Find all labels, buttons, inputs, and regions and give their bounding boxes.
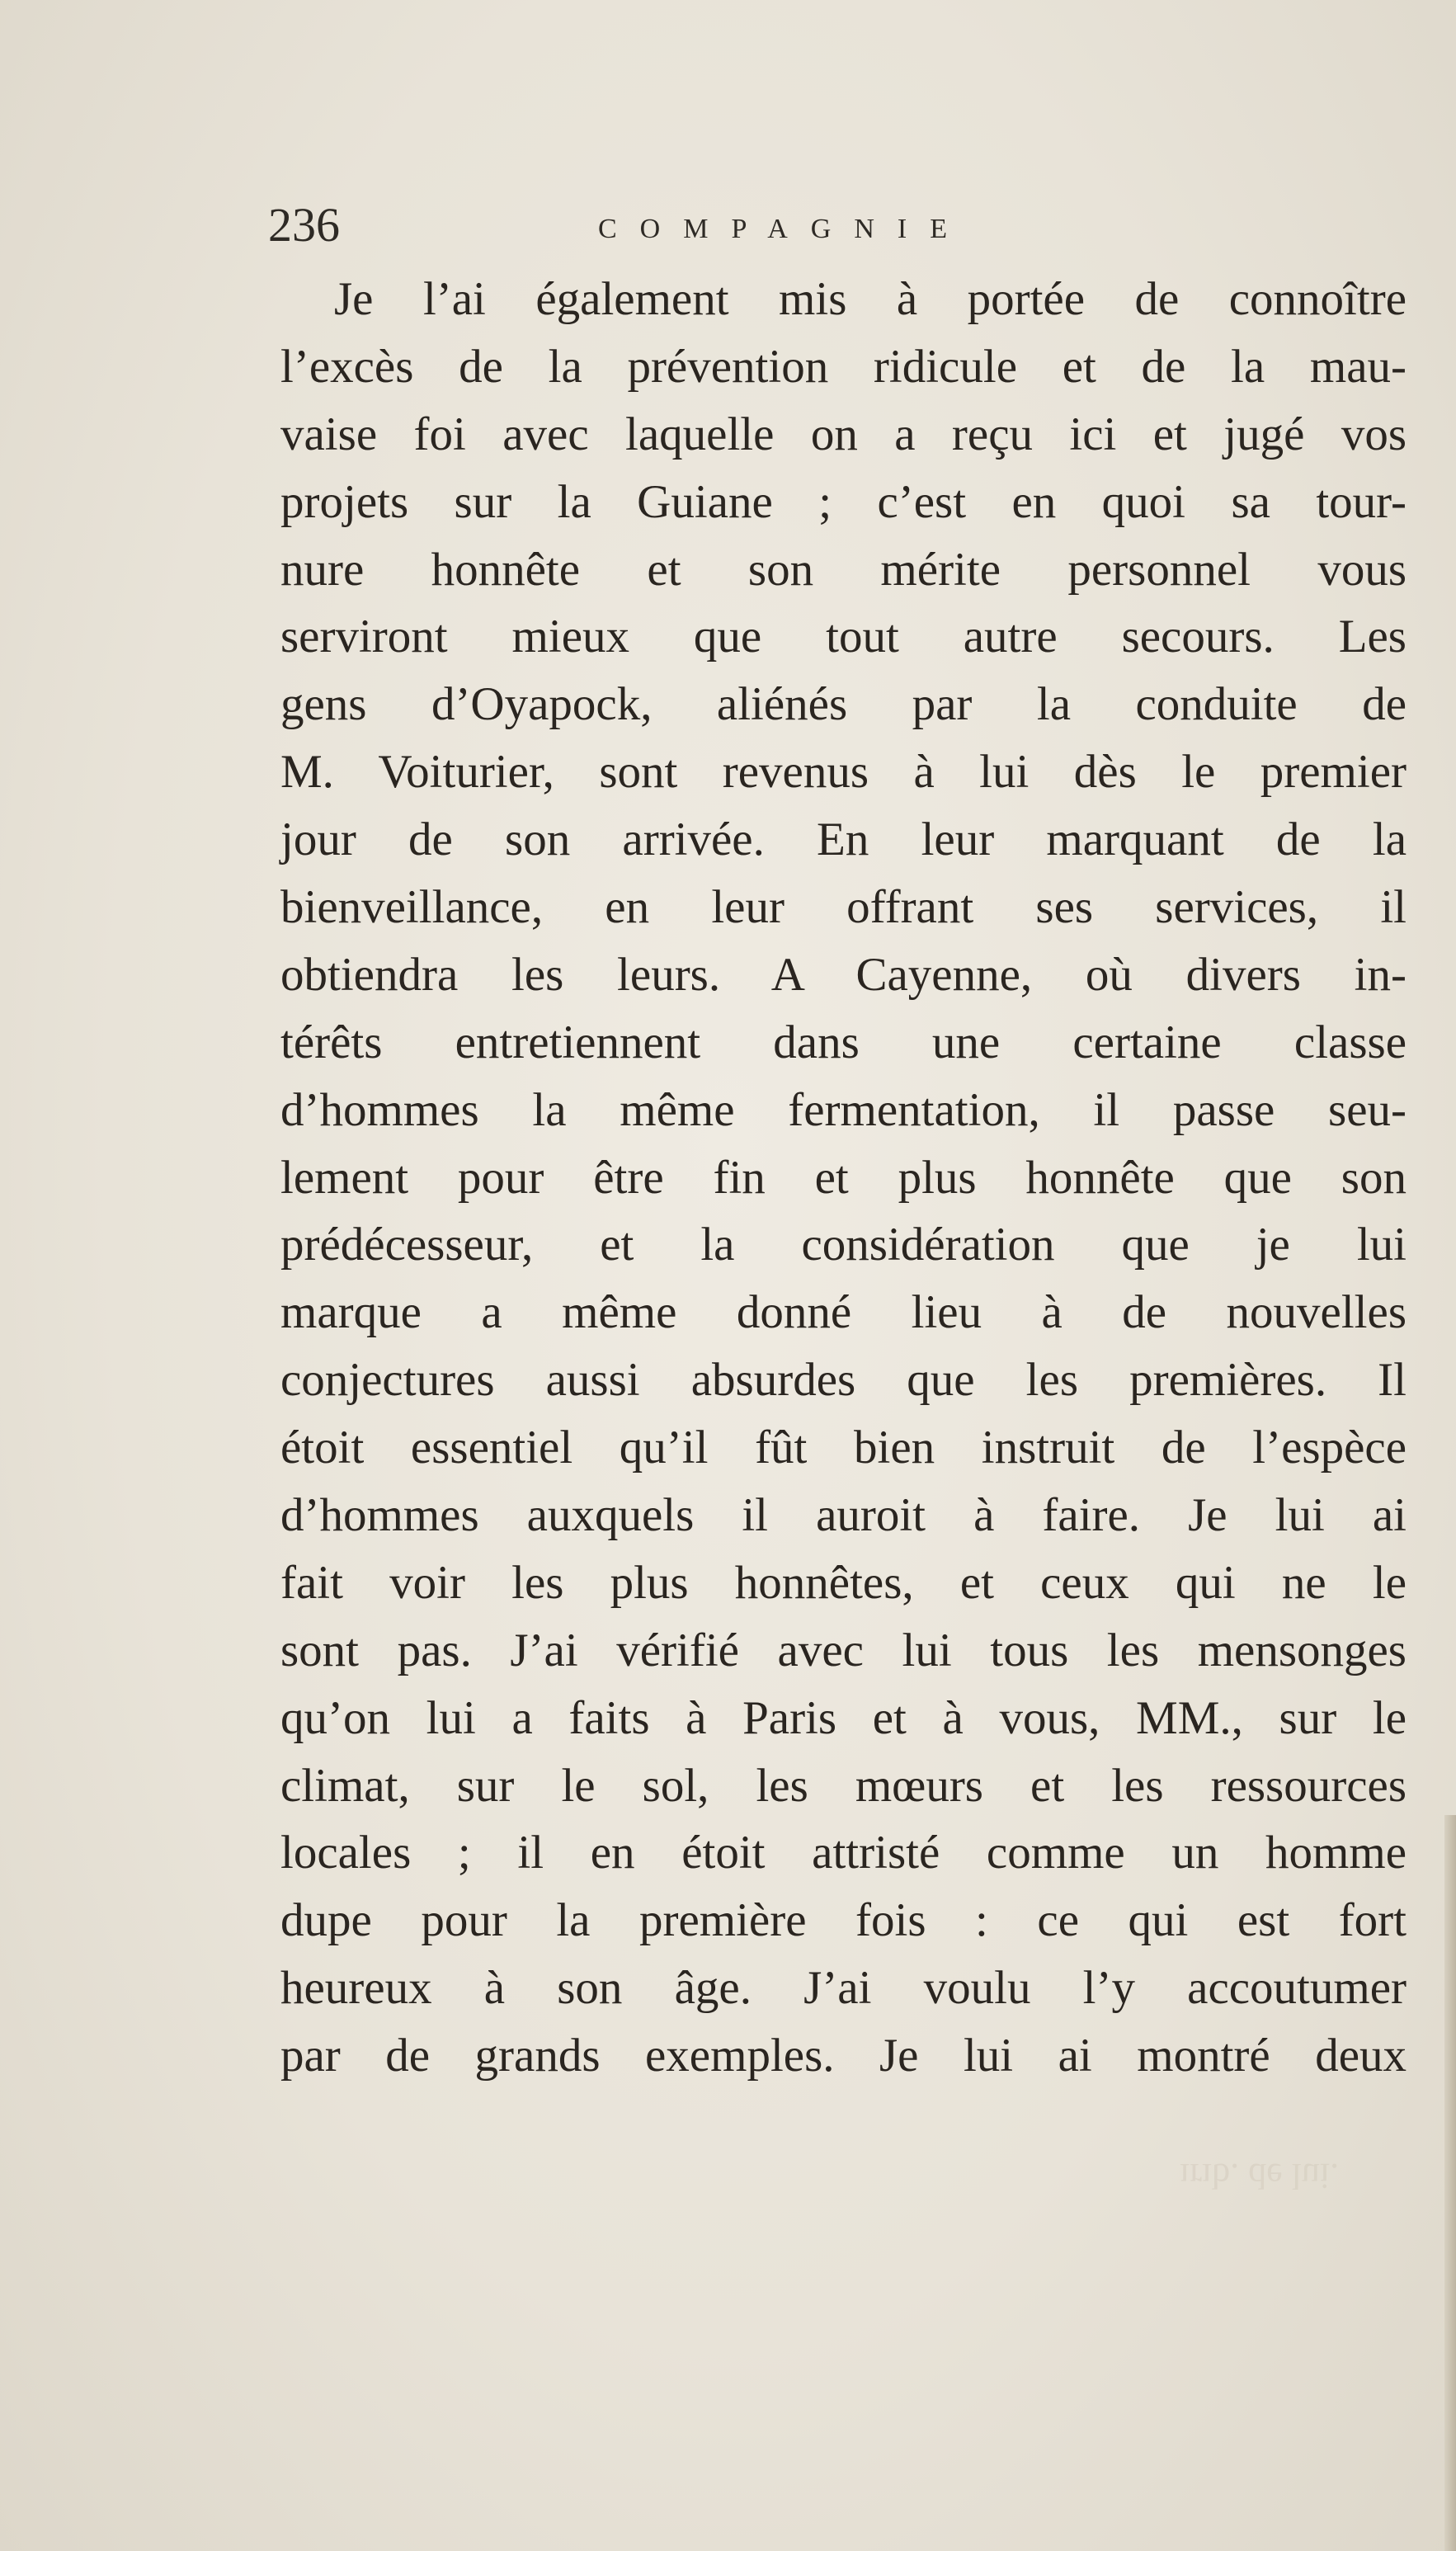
body-text — [280, 266, 1407, 2090]
text-line: d’hommes la même fermentation, il passe seu- — [280, 1083, 1407, 1136]
text-line: prédécesseur, et la considération que je lui — [280, 1219, 1407, 1271]
text-line: lement pour être fin et plus honnête que son — [280, 1151, 1407, 1204]
text-line: l’excès de la prévention ridicule et de la mau- — [280, 340, 1407, 393]
text-line: climat, sur le sol, les mœurs et les ressources — [280, 1759, 1407, 1812]
text-line: Je l’ai également mis à portée de connoître — [334, 273, 1407, 325]
text-line: fait voir les plus honnêtes, et ceux qui ne le — [280, 1556, 1407, 1609]
bleed-through-text: ırıb. de lui. — [1180, 2156, 1340, 2196]
text-line: vaise foi avec laquelle on a reçu ici et jugé vos — [280, 408, 1407, 460]
text-line: par de grands exemples. Je lui ai montré deux — [280, 2030, 1407, 2082]
running-head: COMPAGNIE — [598, 214, 971, 244]
text-line: marque a même donné lieu à de nouvelles — [280, 1286, 1407, 1339]
page-header — [268, 196, 1440, 262]
text-line: nure honnête et son mérite personnel vous — [280, 543, 1407, 596]
text-line: térêts entretiennent dans une certaine classe — [280, 1016, 1407, 1068]
text-line: locales ; il en étoit attristé comme un homme — [280, 1827, 1407, 1879]
text-line: jour de son arrivée. En leur marquant de la — [280, 813, 1407, 866]
text-line: heureux à son âge. J’ai voulu l’y accoutumer — [280, 1962, 1407, 2015]
text-line: dupe pour la première fois : ce qui est fort — [280, 1894, 1407, 1947]
text-line: bienveillance, en leur offrant ses services, il — [280, 881, 1407, 934]
text-line: étoit essentiel qu’il fût bien instruit de l’espèce — [280, 1422, 1407, 1474]
text-line: d’hommes auxquels il auroit à faire. Je lui ai — [280, 1489, 1407, 1542]
page-number: 236 — [268, 198, 340, 252]
text-line: projets sur la Guiane ; c’est en quoi sa tour- — [280, 475, 1407, 528]
text-line: M. Voiturier, sont revenus à lui dès le premier — [280, 746, 1407, 799]
text-line: gens d’Oyapock, aliénés par la conduite de — [280, 678, 1407, 731]
page-edge — [1444, 1815, 1456, 2551]
text-line: qu’on lui a faits à Paris et à vous, MM., sur le — [280, 1691, 1407, 1744]
text-line: sont pas. J’ai vérifié avec lui tous les mensonges — [280, 1624, 1407, 1676]
text-line: conjectures aussi absurdes que les premières. Il — [280, 1354, 1407, 1407]
text-line: serviront mieux que tout autre secours. Les — [280, 611, 1407, 663]
text-line: obtiendra les leurs. A Cayenne, où divers in- — [280, 948, 1407, 1001]
